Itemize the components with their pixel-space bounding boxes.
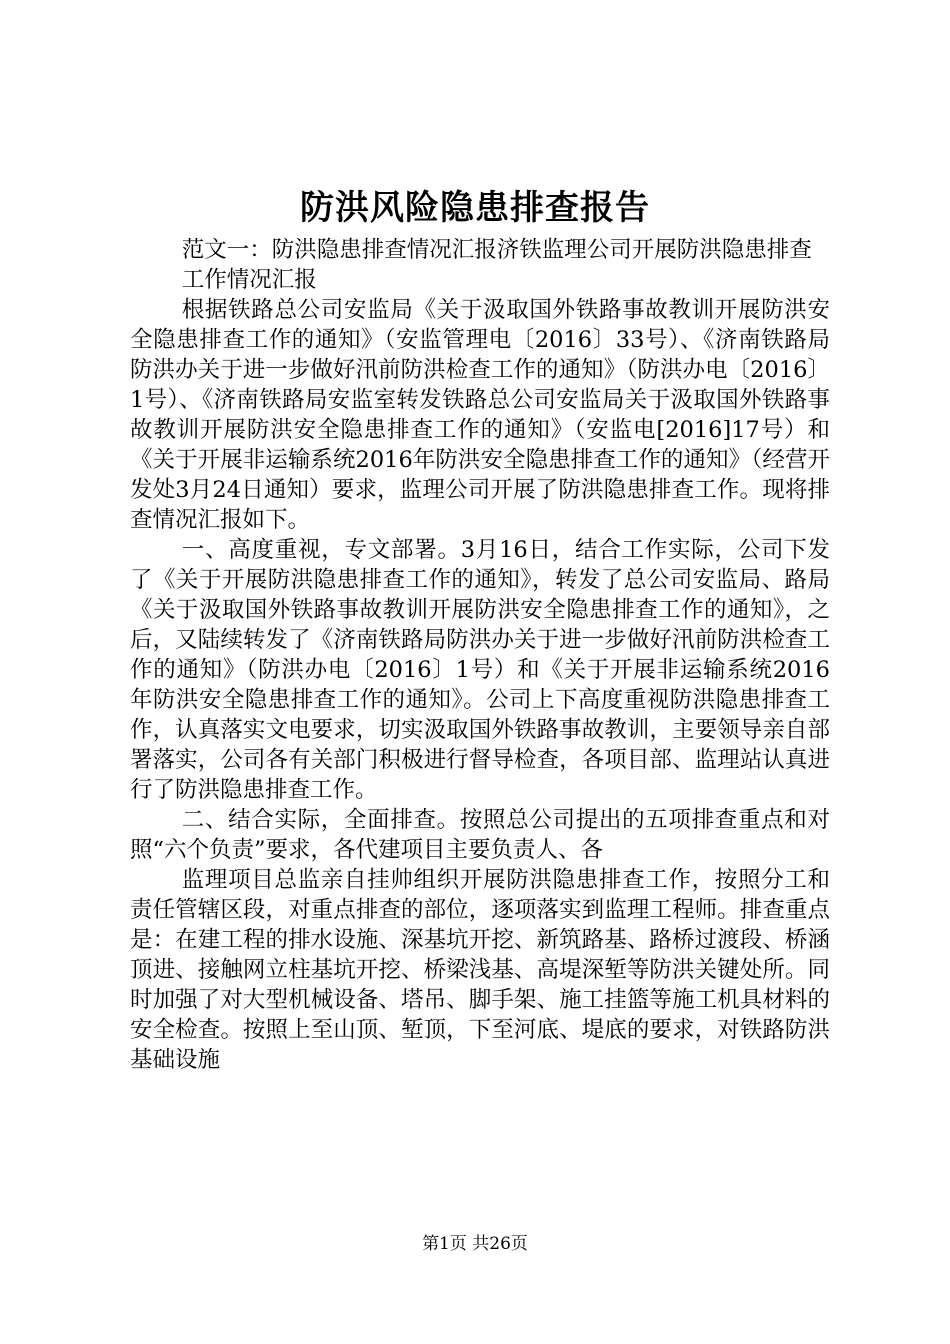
paragraph-intro: 范文一：防洪隐患排查情况汇报济铁监理公司开展防洪隐患排查 [181, 237, 812, 263]
document-body [130, 235, 830, 1075]
paragraph-section-two-continued: 监理项目总监亲自挂帅组织开展防洪隐患排查工作，按照分工和责任管辖区段，对重点排查的部位，逐项落实到监理工程师。排查重点是：在建工程的排水设施、深基坑开挖、新筑路基、路桥过渡段、桥涵顶进、接触网立柱基坑开挖、桥梁浅基、高堤深堑等防洪关键处所。同时加强了对大型机械设备、塔吊、脚手架、施工挂篮等施工机具材料的安全检查。按照上至山顶、堑顶，下至河底、堤底的要求，对铁路防洪基础设施 [130, 867, 830, 1073]
paragraph-section-one: 一、高度重视，专文部署。3月16日，结合工作实际，公司下发了《关于开展防洪隐患排查工作的通知》，转发了总公司安监局、路局《关于汲取国外铁路事故教训开展防洪安全隐患排查工作的通知》，之后，又陆续转发了《济南铁路局防洪办关于进一步做好汛前防洪检查工作的通知》（防洪办电〔2016〕1号）和《关于开展非运输系统2016年防洪安全隐患排查工作的通知》。公司上下高度重视防洪隐患排查工作，认真落实文电要求，切实汲取国外铁路事故教训，主要领导亲自部署落实，公司各有关部门积极进行督导检查，各项目部、监理站认真进行了防洪隐患排查工作。 [130, 537, 830, 803]
paragraph-background: 根据铁路总公司安监局《关于汲取国外铁路事故教训开展防洪安全隐患排查工作的通知》（安监管理电〔2016〕33号）、《济南铁路局防洪办关于进一步做好汛前防洪检查工作的通知》（防洪办电〔2016〕1号）、《济南铁路局安监室转发铁路总公司安监局关于汲取国外铁路事故教训开展防洪安全隐患排查工作的通知》（安监电[2016]17号）和《关于开展非运输系统2016年防洪安全隐患排查工作的通知》（经营开发处3月24日通知）要求，监理公司开展了防洪隐患排查工作。现将排查情况汇报如下。 [130, 297, 830, 533]
paragraph-subtitle: 工作情况汇报 [181, 267, 317, 293]
document-title: 防洪风险隐患排查报告 [300, 188, 650, 228]
page-number-footer: 第1页 共26页 [422, 1234, 528, 1254]
paragraph-section-two: 二、结合实际，全面排查。按照总公司提出的五项排查重点和对照“六个负责”要求，各代建项目主要负责人、各 [130, 807, 830, 863]
